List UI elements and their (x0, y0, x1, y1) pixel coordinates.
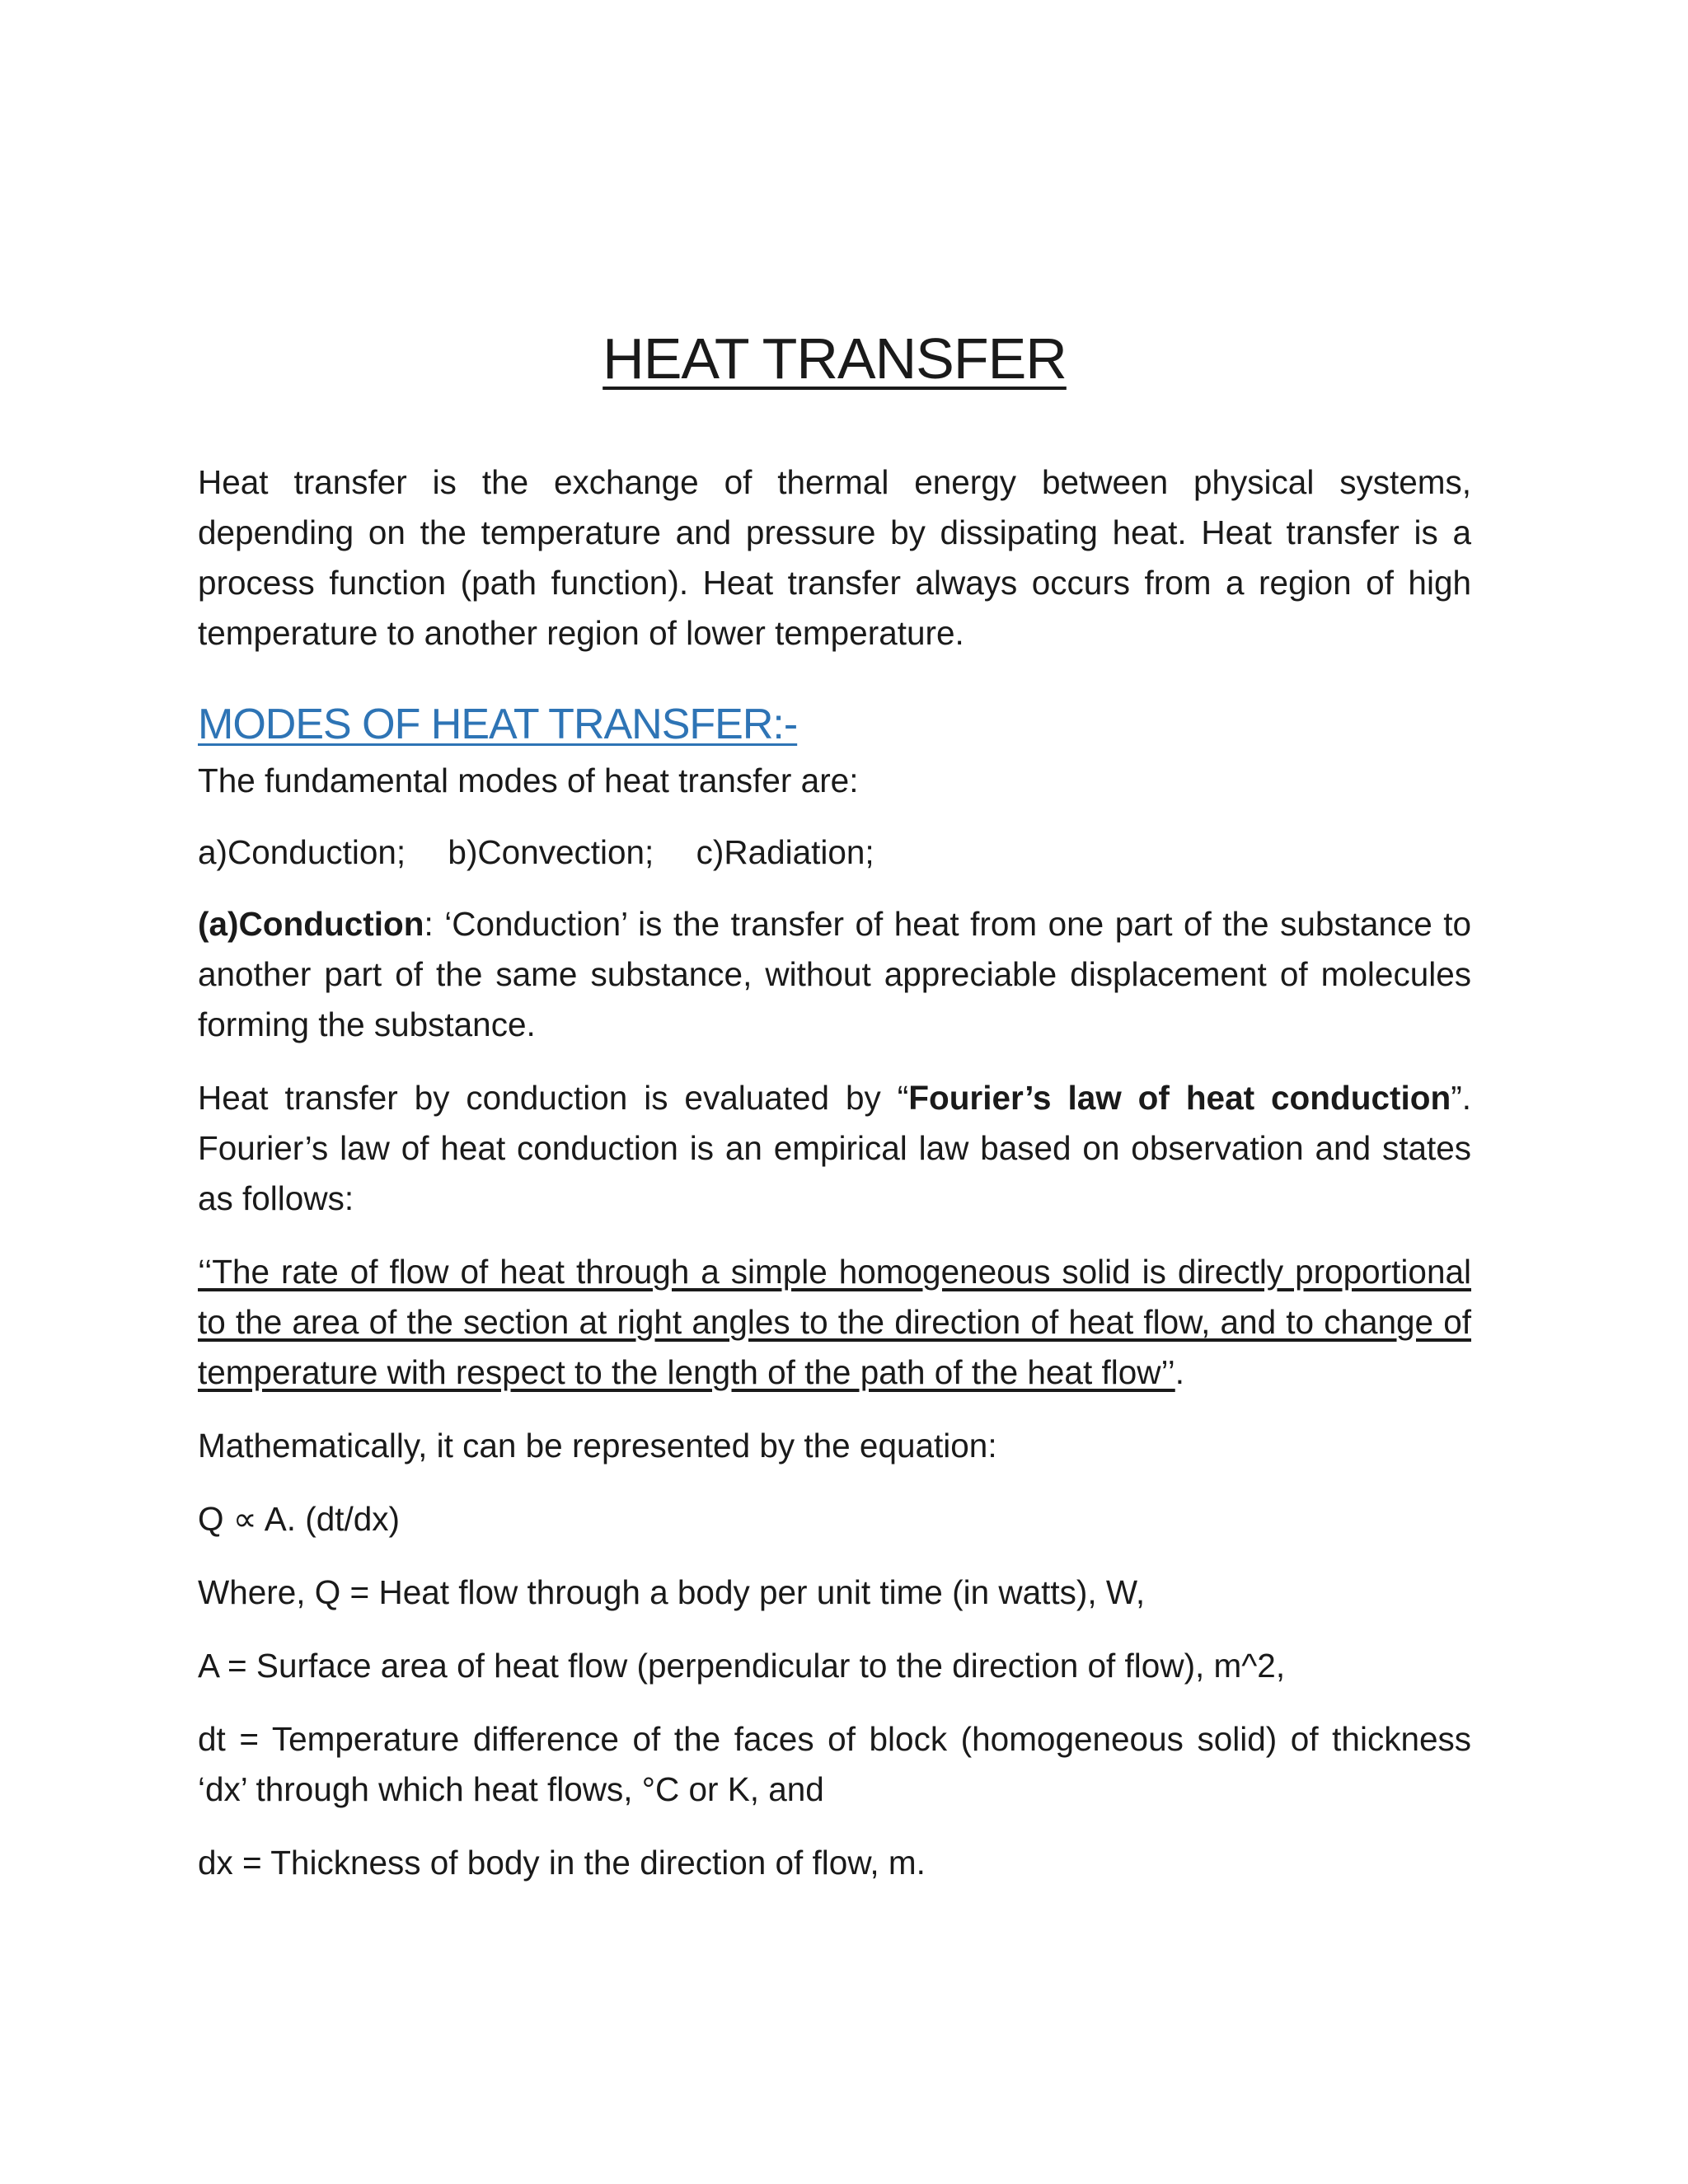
law-statement-paragraph (198, 1247, 1471, 1398)
conduction-paragraph (198, 899, 1471, 1050)
fourier-lead: Heat transfer by conduction is evaluated by “ (198, 1079, 909, 1117)
modes-list (198, 827, 1471, 878)
law-statement-end: . (1175, 1353, 1184, 1391)
fourier-paragraph (198, 1073, 1471, 1224)
definition-dt: dt = Temperature difference of the faces of block (homogeneous solid) of thickness ‘dx’ through which heat flows, °C or K, and (198, 1720, 1471, 1808)
intro-paragraph: Heat transfer is the exchange of thermal energy between physical systems, depending on the temperature and pressure by dissipating heat. Heat transfer is a process function (path function). Heat transfer always occurs from a region of high temperature to another region of lower temperature. (198, 463, 1471, 652)
definition-a: A = Surface area of heat flow (perpendicular to the direction of flow), m^2, (198, 1647, 1286, 1685)
document-body (198, 326, 1471, 1911)
definition-q: Where, Q = Heat flow through a body per unit time (in watts), W, (198, 1573, 1146, 1611)
conduction-term: (a)Conduction (198, 905, 424, 943)
modes-intro: The fundamental modes of heat transfer are: (198, 762, 859, 799)
section-heading-modes: MODES OF HEAT TRANSFER:- (198, 701, 798, 748)
mode-radiation: c)Radiation; (696, 833, 874, 871)
equation: Q ∝ A. (dt/dx) (198, 1500, 400, 1538)
mode-convection: b)Convection; (448, 833, 654, 871)
definition-dx: dx = Thickness of body in the direction of flow, m. (198, 1844, 926, 1882)
fourier-tail: ”. Fourier’s law of heat conduction is an empirical law based on observation and states as follows: (198, 1079, 1471, 1217)
mode-conduction: a)Conduction; (198, 833, 406, 871)
fourier-law-name: Fourier’s law of heat conduction (908, 1079, 1451, 1117)
law-statement: ‘‘The rate of flow of heat through a simple homogeneous solid is directly proportional to the area of the section at right angles to the direction of heat flow, and to change of temperature with respect to the length of the path of the heat flow’’ (198, 1253, 1471, 1391)
page-title: HEAT TRANSFER (603, 326, 1067, 391)
conduction-definition: : ‘Conduction’ is the transfer of heat from one part of the substance to another part of the same substance, without appreciable displacement of molecules forming the substance. (198, 905, 1471, 1043)
math-intro: Mathematically, it can be represented by the equation: (198, 1427, 997, 1465)
